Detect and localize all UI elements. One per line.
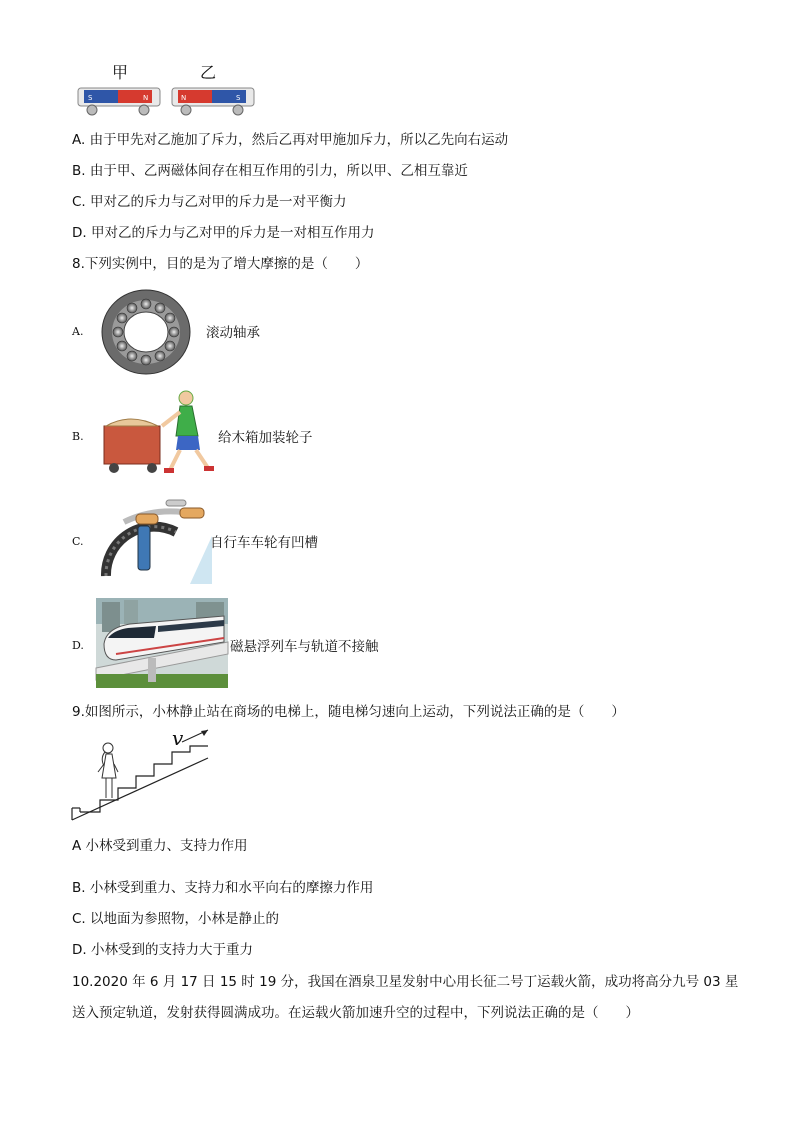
bearing-image (100, 288, 196, 378)
q8-question: 8.下列实例中，目的是为了增大摩擦的是（ ） (72, 256, 369, 272)
q7-option-b: B. 由于甲、乙两磁体间存在相互作用的引力，所以甲、乙相互靠近 (72, 163, 468, 179)
q8-option-c-letter: C. (72, 535, 84, 548)
magnet-yi-s-text: S (236, 94, 241, 102)
magnet-label-yi: 乙 (200, 63, 217, 82)
q10-line-2: 送入预定轨道，发射获得圆满成功。在运载火箭加速升空的过程中，下列说法正确的是（ ） (72, 1005, 639, 1021)
q7-option-d: D. 甲对乙的斥力与乙对甲的斥力是一对相互作用力 (72, 225, 375, 241)
magnet-yi-n-text: N (181, 94, 187, 102)
q10-line-1: 10.2020 年 6 月 17 日 15 时 19 分，我国在酒泉卫星发射中心用长征二号丁运载火箭，成功将高分九号 03 星 (72, 974, 739, 990)
cart-jia-wheel-left (87, 105, 97, 115)
magnet-jia-n-text: N (143, 94, 149, 102)
girl-figure (98, 743, 118, 798)
magnet-jia-s-text: S (88, 94, 93, 102)
cart-jia-wheel-right (139, 105, 149, 115)
magnet-carts-figure (76, 82, 276, 122)
cart-yi-wheel-right (233, 105, 243, 115)
q8-option-b-label: 给木箱加装轮子 (218, 430, 313, 446)
q8-option-c-label: 自行车车轮有凹槽 (210, 535, 318, 551)
q9-question: 9.如图所示，小林静止站在商场的电梯上，随电梯匀速向上运动，下列说法正确的是（ ） (72, 704, 625, 720)
q9-option-c: C. 以地面为参照物，小林是静止的 (72, 911, 280, 927)
q8-option-d-letter: D. (72, 639, 84, 652)
escalator-figure (70, 728, 220, 824)
wooden-box-cart-image (100, 388, 220, 476)
q8-option-a-label: 滚动轴承 (206, 325, 260, 341)
q9-option-d: D. 小林受到的支持力大于重力 (72, 942, 253, 958)
q8-option-d-label: 磁悬浮列车与轨道不接触 (230, 639, 379, 655)
magnet-label-jia: 甲 (112, 63, 129, 82)
q9-option-b: B. 小林受到重力、支持力和水平向右的摩擦力作用 (72, 880, 374, 896)
q8-option-a-letter: A. (72, 325, 84, 338)
q7-option-a: A. 由于甲先对乙施加了斥力，然后乙再对甲施加斥力，所以乙先向右运动 (72, 132, 509, 148)
velocity-label: v (172, 726, 184, 750)
bicycle-wheel-image (96, 496, 212, 584)
maglev-train-image (96, 598, 228, 688)
q9-option-a: A 小林受到重力、支持力作用 (72, 838, 248, 854)
q7-option-c: C. 甲对乙的斥力与乙对甲的斥力是一对平衡力 (72, 194, 347, 210)
cart-yi-wheel-left (181, 105, 191, 115)
magnet-yi-s-pole (212, 90, 246, 103)
q8-option-b-letter: B. (72, 430, 84, 443)
